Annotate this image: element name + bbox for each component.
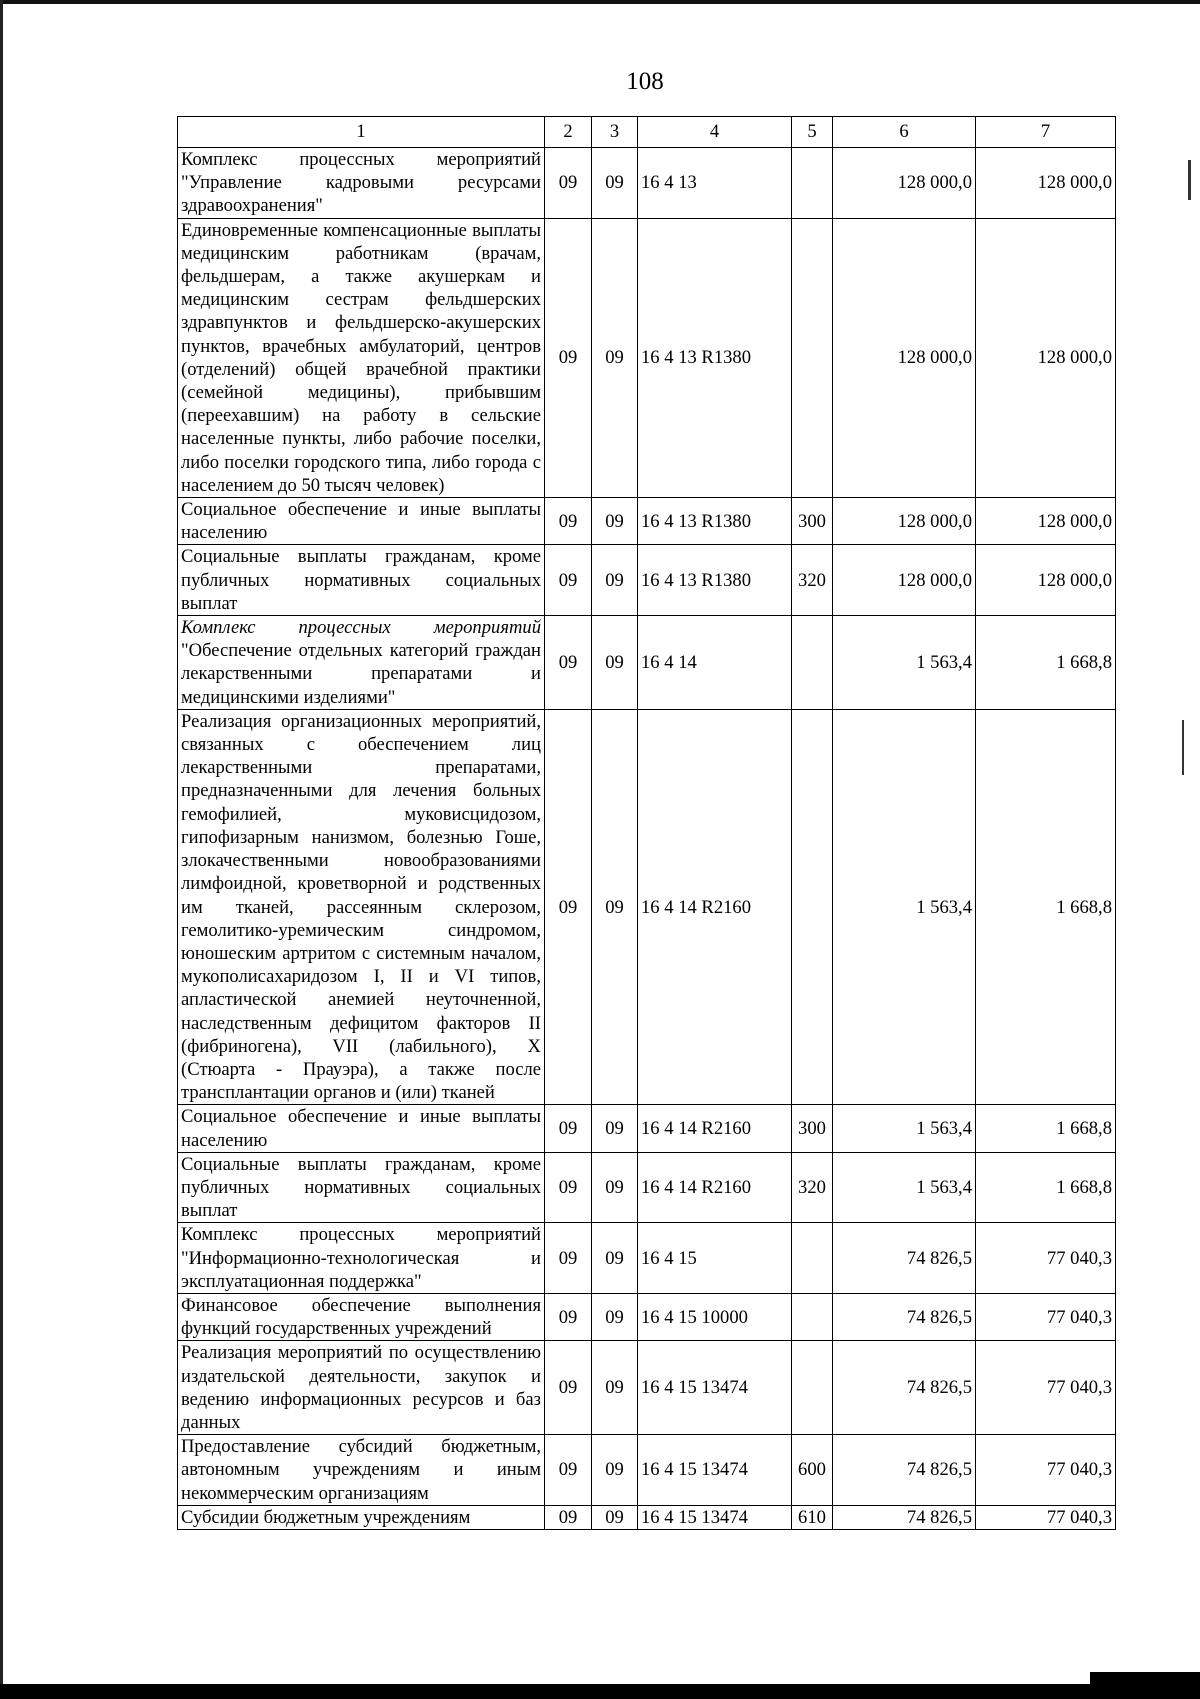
row-name: Субсидии бюджетным учреждениям (178, 1505, 545, 1529)
cell-amount-year2: 77 040,3 (976, 1505, 1116, 1529)
row-name-rest: "Обеспечение отдельных категорий граждан лекарственными препаратами и медицинскими изделиями" (181, 640, 541, 708)
scan-edge-mark (1182, 720, 1184, 775)
cell-expense-type (792, 1341, 833, 1435)
cell-amount-year2: 1 668,8 (976, 709, 1116, 1104)
table-row (178, 545, 1116, 616)
row-name (178, 616, 545, 710)
header-row (178, 117, 1116, 148)
cell-target-code: 16 4 15 13474 (638, 1341, 792, 1435)
cell-expense-type: 300 (792, 1105, 833, 1152)
row-name: Социальные выплаты гражданам, кроме публичных нормативных социальных выплат (178, 1152, 545, 1223)
budget-table (177, 116, 1116, 1530)
cell-amount-year2: 77 040,3 (976, 1223, 1116, 1294)
table-row (178, 1341, 1116, 1435)
cell-target-code: 16 4 13 R1380 (638, 498, 792, 545)
cell-subsection: 09 (592, 709, 638, 1104)
row-name: Социальные выплаты гражданам, кроме публичных нормативных социальных выплат (178, 545, 545, 616)
cell-section: 09 (545, 1505, 592, 1529)
cell-expense-type (792, 1223, 833, 1294)
cell-amount-year2: 1 668,8 (976, 1105, 1116, 1152)
cell-subsection: 09 (592, 1293, 638, 1340)
page-number: 108 (626, 68, 664, 95)
cell-subsection: 09 (592, 616, 638, 710)
cell-section: 09 (545, 1105, 592, 1152)
table-row (178, 1293, 1116, 1340)
cell-subsection: 09 (592, 1105, 638, 1152)
cell-section: 09 (545, 1223, 592, 1294)
cell-target-code: 16 4 15 13474 (638, 1435, 792, 1506)
cell-amount-year1: 74 826,5 (833, 1505, 976, 1529)
column-header: 3 (592, 117, 638, 148)
column-header: 1 (178, 117, 545, 148)
cell-amount-year2: 1 668,8 (976, 1152, 1116, 1223)
cell-subsection: 09 (592, 1152, 638, 1223)
column-header: 5 (792, 117, 833, 148)
scan-border-bottom (0, 1684, 1200, 1699)
cell-amount-year1: 128 000,0 (833, 545, 976, 616)
row-name: Единовременные компенсационные выплаты медицинским работникам (врачам, фельдшерам, а также акушеркам и медицинским сестрам фельдшерских здравпунктов и фельдшерско-акушерских пунктов, врачебных амбулаторий, центров (отделений) общей врачебной практики (семейной медицины), прибывшим (переехавшим) на работу в сельские населенные пункты, либо рабочие поселки, либо поселки городского типа, либо города с населением до 50 тысяч человек) (178, 218, 545, 497)
cell-subsection: 09 (592, 1505, 638, 1529)
cell-amount-year2: 77 040,3 (976, 1293, 1116, 1340)
table-row (178, 498, 1116, 545)
cell-section: 09 (545, 709, 592, 1104)
cell-section: 09 (545, 1435, 592, 1506)
cell-subsection: 09 (592, 218, 638, 497)
row-name: Реализация мероприятий по осуществлению издательской деятельности, закупок и ведению информационных ресурсов и баз данных (178, 1341, 545, 1435)
scan-border-bottom-corner (1090, 1672, 1200, 1684)
column-header: 4 (638, 117, 792, 148)
cell-amount-year1: 74 826,5 (833, 1293, 976, 1340)
row-name: Комплекс процессных мероприятий "Информационно-технологическая и эксплуатационная поддержка" (178, 1223, 545, 1294)
cell-section: 09 (545, 218, 592, 497)
cell-target-code: 16 4 13 (638, 148, 792, 219)
cell-section: 09 (545, 616, 592, 710)
cell-subsection: 09 (592, 498, 638, 545)
column-header: 2 (545, 117, 592, 148)
row-name: Реализация организационных мероприятий, связанных с обеспечением лиц лекарственными препаратами, предназначенными для лечения больных гемофилией, муковисцидозом, гипофизарным нанизмом, болезнью Гоше, злокачественными новообразованиями лимфоидной, кроветворной и родственных им тканей, рассеянным склерозом, гемолитико-уремическим синдромом, юношеским артритом с системным началом, мукополисахаридозом I, II и VI типов, апластической анемией неуточненной, наследственным дефицитом факторов II (фибриногена), VII (лабильного), X (Стюарта - Прауэра), а также после трансплантации органов и (или) тканей (178, 709, 545, 1104)
cell-target-code: 16 4 15 (638, 1223, 792, 1294)
cell-section: 09 (545, 545, 592, 616)
table-row (178, 148, 1116, 219)
row-name: Комплекс процессных мероприятий "Управление кадровыми ресурсами здравоохранения" (178, 148, 545, 219)
cell-amount-year2: 128 000,0 (976, 218, 1116, 497)
cell-section: 09 (545, 1341, 592, 1435)
cell-target-code: 16 4 15 13474 (638, 1505, 792, 1529)
row-name: Финансовое обеспечение выполнения функций государственных учреждений (178, 1293, 545, 1340)
cell-expense-type: 610 (792, 1505, 833, 1529)
cell-amount-year1: 1 563,4 (833, 1152, 976, 1223)
scan-border-left (0, 0, 3, 1699)
cell-amount-year1: 1 563,4 (833, 709, 976, 1104)
table-row (178, 709, 1116, 1104)
table-row (178, 1505, 1116, 1529)
row-name: Социальное обеспечение и иные выплаты населению (178, 1105, 545, 1152)
cell-section: 09 (545, 1293, 592, 1340)
cell-target-code: 16 4 13 R1380 (638, 218, 792, 497)
cell-target-code: 16 4 14 R2160 (638, 1105, 792, 1152)
cell-target-code: 16 4 15 10000 (638, 1293, 792, 1340)
table-row (178, 1435, 1116, 1506)
cell-expense-type (792, 218, 833, 497)
cell-target-code: 16 4 14 R2160 (638, 709, 792, 1104)
cell-subsection: 09 (592, 1435, 638, 1506)
cell-subsection: 09 (592, 1223, 638, 1294)
cell-section: 09 (545, 1152, 592, 1223)
cell-amount-year1: 74 826,5 (833, 1435, 976, 1506)
cell-target-code: 16 4 13 R1380 (638, 545, 792, 616)
cell-subsection: 09 (592, 1341, 638, 1435)
cell-amount-year2: 128 000,0 (976, 498, 1116, 545)
cell-amount-year1: 128 000,0 (833, 148, 976, 219)
cell-amount-year2: 77 040,3 (976, 1435, 1116, 1506)
cell-amount-year2: 77 040,3 (976, 1341, 1116, 1435)
cell-expense-type: 320 (792, 1152, 833, 1223)
table-row (178, 1105, 1116, 1152)
table-row (178, 218, 1116, 497)
cell-amount-year1: 74 826,5 (833, 1341, 976, 1435)
cell-expense-type (792, 148, 833, 219)
row-name: Предоставление субсидий бюджетным, автономным учреждениям и иным некоммерческим организациям (178, 1435, 545, 1506)
column-header: 6 (833, 117, 976, 148)
cell-expense-type (792, 1293, 833, 1340)
cell-subsection: 09 (592, 545, 638, 616)
cell-section: 09 (545, 498, 592, 545)
cell-subsection: 09 (592, 148, 638, 219)
row-name-italic-lead: Комплекс процессных мероприятий (181, 617, 541, 639)
cell-amount-year1: 128 000,0 (833, 498, 976, 545)
cell-amount-year2: 1 668,8 (976, 616, 1116, 710)
cell-amount-year2: 128 000,0 (976, 148, 1116, 219)
cell-section: 09 (545, 148, 592, 219)
scan-border-top (0, 0, 1200, 4)
cell-amount-year1: 1 563,4 (833, 616, 976, 710)
cell-amount-year1: 1 563,4 (833, 1105, 976, 1152)
cell-amount-year1: 128 000,0 (833, 218, 976, 497)
cell-expense-type: 300 (792, 498, 833, 545)
table-row (178, 616, 1116, 710)
cell-target-code: 16 4 14 (638, 616, 792, 710)
cell-expense-type (792, 616, 833, 710)
cell-expense-type: 320 (792, 545, 833, 616)
row-name: Социальное обеспечение и иные выплаты населению (178, 498, 545, 545)
scan-edge-mark (1188, 160, 1191, 200)
cell-target-code: 16 4 14 R2160 (638, 1152, 792, 1223)
cell-amount-year2: 128 000,0 (976, 545, 1116, 616)
cell-amount-year1: 74 826,5 (833, 1223, 976, 1294)
table-row (178, 1152, 1116, 1223)
column-header: 7 (976, 117, 1116, 148)
cell-expense-type (792, 709, 833, 1104)
cell-expense-type: 600 (792, 1435, 833, 1506)
table-row (178, 1223, 1116, 1294)
